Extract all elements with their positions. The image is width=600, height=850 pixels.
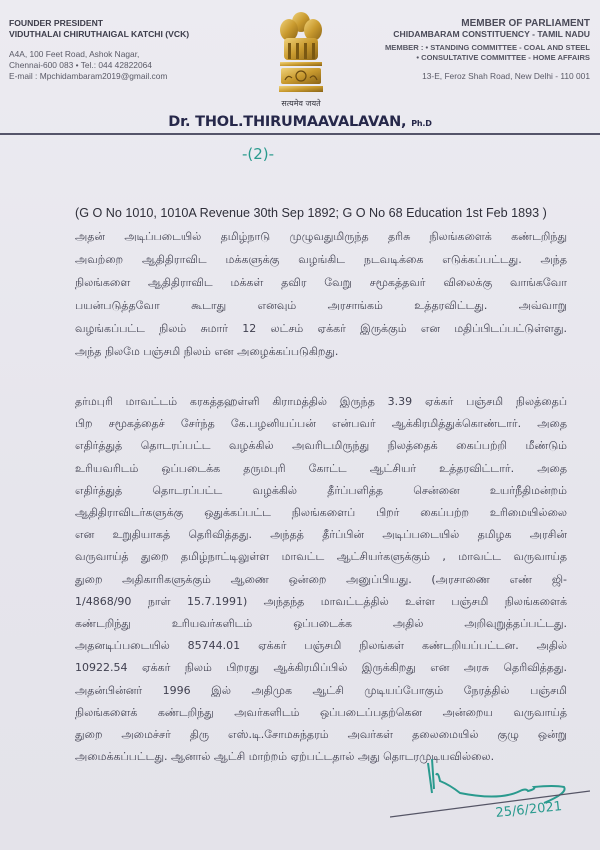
letterhead-left [9, 18, 189, 82]
letterhead-right [385, 18, 590, 82]
body-line: அவற்றை ஆதிதிராவிட மக்களுக்கு வழங்கிட நடவடிக்கை எடுக்கப்பட்டது. அந்த [75, 253, 567, 266]
body-line: துறை அமைச்சர் திரு எஸ்.டி.சோமசுந்தரம் அவர்கள் தலைமையில் குழு ஒன்று [75, 728, 567, 741]
national-emblem-icon [276, 8, 326, 100]
body-line: நிலங்களை ஆதிதிராவிட மக்கள் தவிர வேறு சமூகத்தவர் விலைக்கு வாங்கவோ [75, 276, 567, 289]
chennai-address: A4A, 100 Feet Road, Ashok Nagar, [9, 49, 140, 59]
sender-name-text: Dr. THOL.THIRUMAAVALAVAN, [168, 114, 407, 130]
body-line: ஆதிதிராவிடர்களுக்கு ஒதுக்கப்பட்ட நிலங்களைப் பிறர் கைப்பற்ற உரிமையில்லை [75, 506, 567, 519]
body-line: எதிர்த்துத் தொடரப்பட்ட வழக்கில் தீர்ப்பளித்த சென்னை உயர்நீதிமன்றம் [75, 483, 567, 497]
body-line: அதன் அடிப்படையில் தமிழ்நாடு முழுவதுமிருந்த தரிசு நிலங்களைக் கண்டறிந்து [75, 230, 567, 243]
go-reference: (G O No 1010, 1010A Revenue 30th Sep 1892; G O No 68 Education 1st Feb 1893 ) [75, 206, 547, 220]
body-line: நிலங்களைக் கண்டறிந்து அவர்களிடம் ஒப்படைப்பதற்கென அன்றைய வருவாய்த் [75, 705, 567, 719]
body-line: 1/4868/90 நாள் 15.7.1991) அந்தந்த மாவட்டத்தில் உள்ள பஞ்சமி நிலங்களைக் [75, 594, 567, 608]
letterhead-divider [0, 133, 600, 135]
chennai-phone: Chennai-600 083 • Tel.: 044 42822064 [9, 60, 152, 70]
body-line: பிற சமூகத்தைச் சேர்ந்த கே.பழனியப்பன் என்பவர் ஆக்கிரமித்துக்கொண்டார். அதை [75, 417, 567, 431]
sender-degree: Ph.D [411, 119, 432, 128]
email: E-mail : Mpchidambaram2019@gmail.com [9, 71, 168, 81]
body-line: அமைக்கப்பட்டது. ஆனால் ஆட்சி மாற்றம் ஏற்பட்டதால் அது தொடரமுடியவில்லை. [75, 750, 495, 764]
signature-date: 25/6/2021 [494, 799, 563, 821]
body-line: 10922.54 ஏக்கர் நிலம் பிறரது ஆக்கிரமிப்பில் இருக்கிறது என அரசு தெரிவித்தது. [75, 661, 567, 675]
emblem-motto: सत्यमेव जयते [281, 99, 321, 108]
mp-title: MEMBER OF PARLIAMENT [461, 18, 590, 29]
body-line: அந்த நிலமே பஞ்சமி நிலம் என அழைக்கப்படுகிறது. [75, 345, 339, 358]
body-line: வழங்கப்பட்ட நிலம் சுமார் 12 லட்சம் ஏக்கர் இருக்கும் என மதிப்பிடப்பட்டுள்ளது. [75, 322, 567, 335]
party-name: VIDUTHALAI CHIRUTHAIGAL KATCHI (VCK) [9, 29, 190, 39]
body-line: அதனடிப்படையில் 85744.01 ஏக்கர் பஞ்சமி நிலங்கள் கண்டறியப்பட்டன. அதில் [75, 639, 567, 653]
page-number: -(2)- [242, 145, 275, 163]
delhi-address: 13-E, Feroz Shah Road, New Delhi - 110 001 [422, 71, 590, 81]
sender-name [0, 114, 600, 130]
body-line: உரியவரிடம் ஒப்படைக்க தருமபுரி கோட்ட ஆட்சியர் உத்தரவிட்டார். அதை [75, 461, 567, 475]
body-line: பயன்படுத்தவோ கூடாது எனவும் அரசாங்கம் உத்தரவிட்டது. அவ்வாறு [75, 299, 567, 312]
body-line: என உறுதியாகத் தெரிவித்தது. அந்தத் தீர்ப்பின் அடிப்படையில் தமிழக அரசின் [75, 528, 567, 542]
body-line: அதன்பின்னர் 1996 இல் அதிமுக ஆட்சி முடியப்போகும் நேரத்தில் பஞ்சமி [75, 683, 567, 697]
committee-2: • CONSULTATIVE COMMITTEE - HOME AFFAIRS [416, 53, 590, 62]
constituency: CHIDAMBARAM CONSTITUENCY - TAMIL NADU [393, 29, 590, 39]
body-line: தர்மபுரி மாவட்டம் கரகத்தஹள்ளி கிராமத்தில் இருந்த 3.39 ஏக்கர் பஞ்சமி நிலத்தைப் [75, 395, 567, 408]
committee-1: MEMBER : • STANDING COMMITTEE - COAL AND STEEL [384, 43, 590, 52]
body-line: வருவாய்த் துறை தமிழ்நாட்டிலுள்ள மாவட்ட ஆட்சியர்களுக்கும் , மாவட்ட வருவாய்த [75, 550, 567, 564]
founder-title: FOUNDER PRESIDENT [9, 18, 104, 28]
signature-icon [390, 755, 590, 850]
body-line: துறை அதிகாரிகளுக்கும் ஆணை ஒன்றை அனுப்பியது. (அரசாணை எண் ஜி- [75, 572, 567, 586]
body-line: கண்டறிந்து உரியவர்களிடம் ஒப்படைக்க அதில் அறிவுறுத்தப்பட்டது. [75, 617, 567, 630]
body-line: எதிர்த்துத் தொடரப்பட்ட வழக்கில் அவரிடமிருந்து நிலத்தைக் கைப்பற்றி மீண்டும் [75, 439, 567, 453]
